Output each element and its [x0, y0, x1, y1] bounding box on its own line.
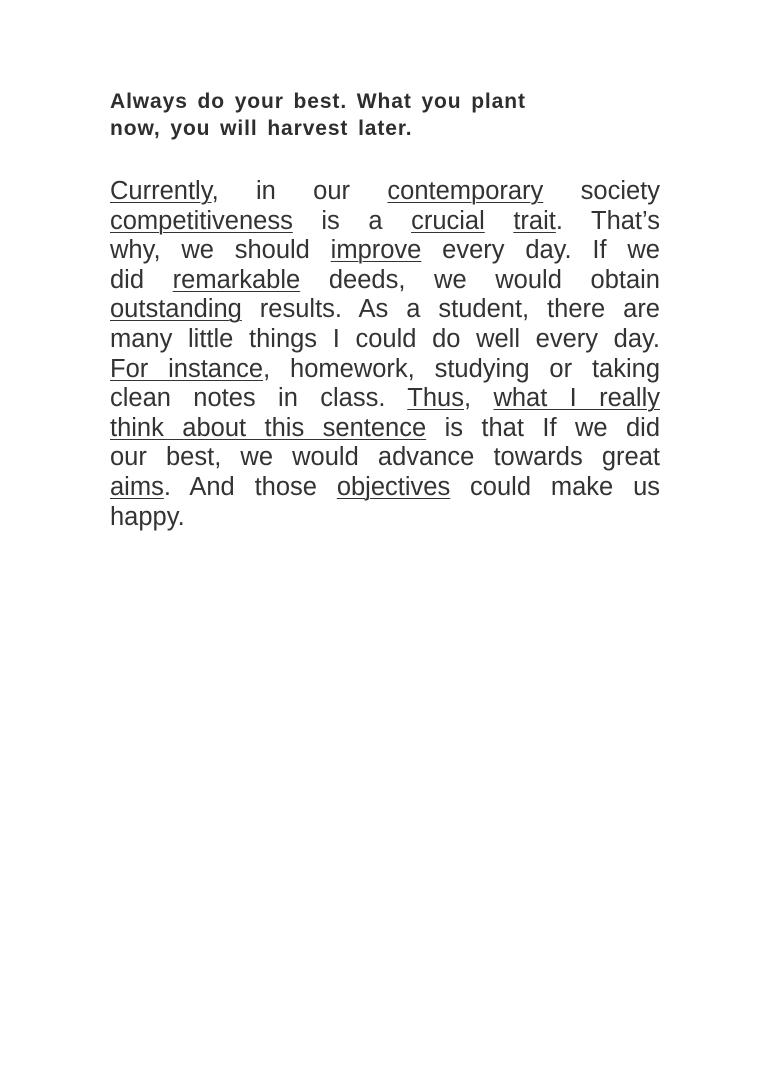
text-segment: , homework, studying or taking — [263, 354, 661, 383]
paragraph-line — [110, 266, 660, 296]
paragraph-line — [110, 414, 660, 444]
underlined-word: outstanding — [110, 295, 242, 324]
paragraph-line — [110, 443, 660, 473]
text-segment: clean notes in class. — [110, 384, 408, 413]
paragraph-line — [110, 384, 660, 414]
underlined-word: objectives — [336, 472, 451, 501]
paragraph-line — [110, 236, 660, 266]
text-segment: . That’s — [555, 206, 660, 235]
title-line: Always do your best. What you plant — [110, 90, 526, 113]
text-segment: is a — [292, 206, 412, 235]
underlined-word: what I really — [493, 384, 661, 413]
text-segment: many little things I could do well every day. — [110, 324, 660, 353]
underlined-word: improve — [330, 236, 422, 265]
underlined-word: For instance — [110, 354, 264, 383]
underlined-word: think about this sentence — [110, 413, 427, 442]
text-segment: our best, we would advance towards great — [110, 443, 660, 472]
underlined-word: remarkable — [172, 265, 301, 294]
text-segment: is that If we did — [426, 413, 661, 442]
underlined-word: competitiveness — [110, 206, 293, 235]
paragraph-line — [110, 177, 660, 207]
paragraph-line — [110, 325, 660, 355]
underlined-word: Currently — [110, 177, 212, 205]
underlined-word: crucial — [411, 206, 485, 235]
text-segment: why, we should — [110, 236, 331, 265]
underlined-word: trait — [513, 206, 556, 235]
text-segment: happy. — [110, 502, 185, 531]
text-segment: results. As a student, there are — [241, 295, 660, 324]
text-segment: society — [543, 177, 661, 205]
paragraph-line — [110, 503, 660, 533]
title-line: now, you will harvest later. — [110, 117, 413, 140]
document-title — [110, 88, 670, 142]
text-segment: , in our — [211, 177, 388, 205]
text-segment: deeds, we would obtain — [300, 265, 660, 294]
text-segment: , — [464, 384, 494, 413]
text-segment: did — [110, 265, 173, 294]
paragraph-line — [110, 355, 660, 385]
paragraph-line — [110, 473, 660, 503]
underlined-word: aims — [110, 472, 164, 501]
text-segment: every day. If we — [421, 236, 660, 265]
text-segment — [485, 207, 514, 235]
essay-paragraph — [110, 177, 660, 532]
underlined-word: Thus — [407, 384, 464, 413]
text-segment: could make us — [450, 472, 660, 501]
paragraph-line — [110, 207, 660, 237]
paragraph-line — [110, 295, 660, 325]
text-segment: . And those — [163, 472, 337, 501]
underlined-word: contemporary — [387, 177, 544, 205]
